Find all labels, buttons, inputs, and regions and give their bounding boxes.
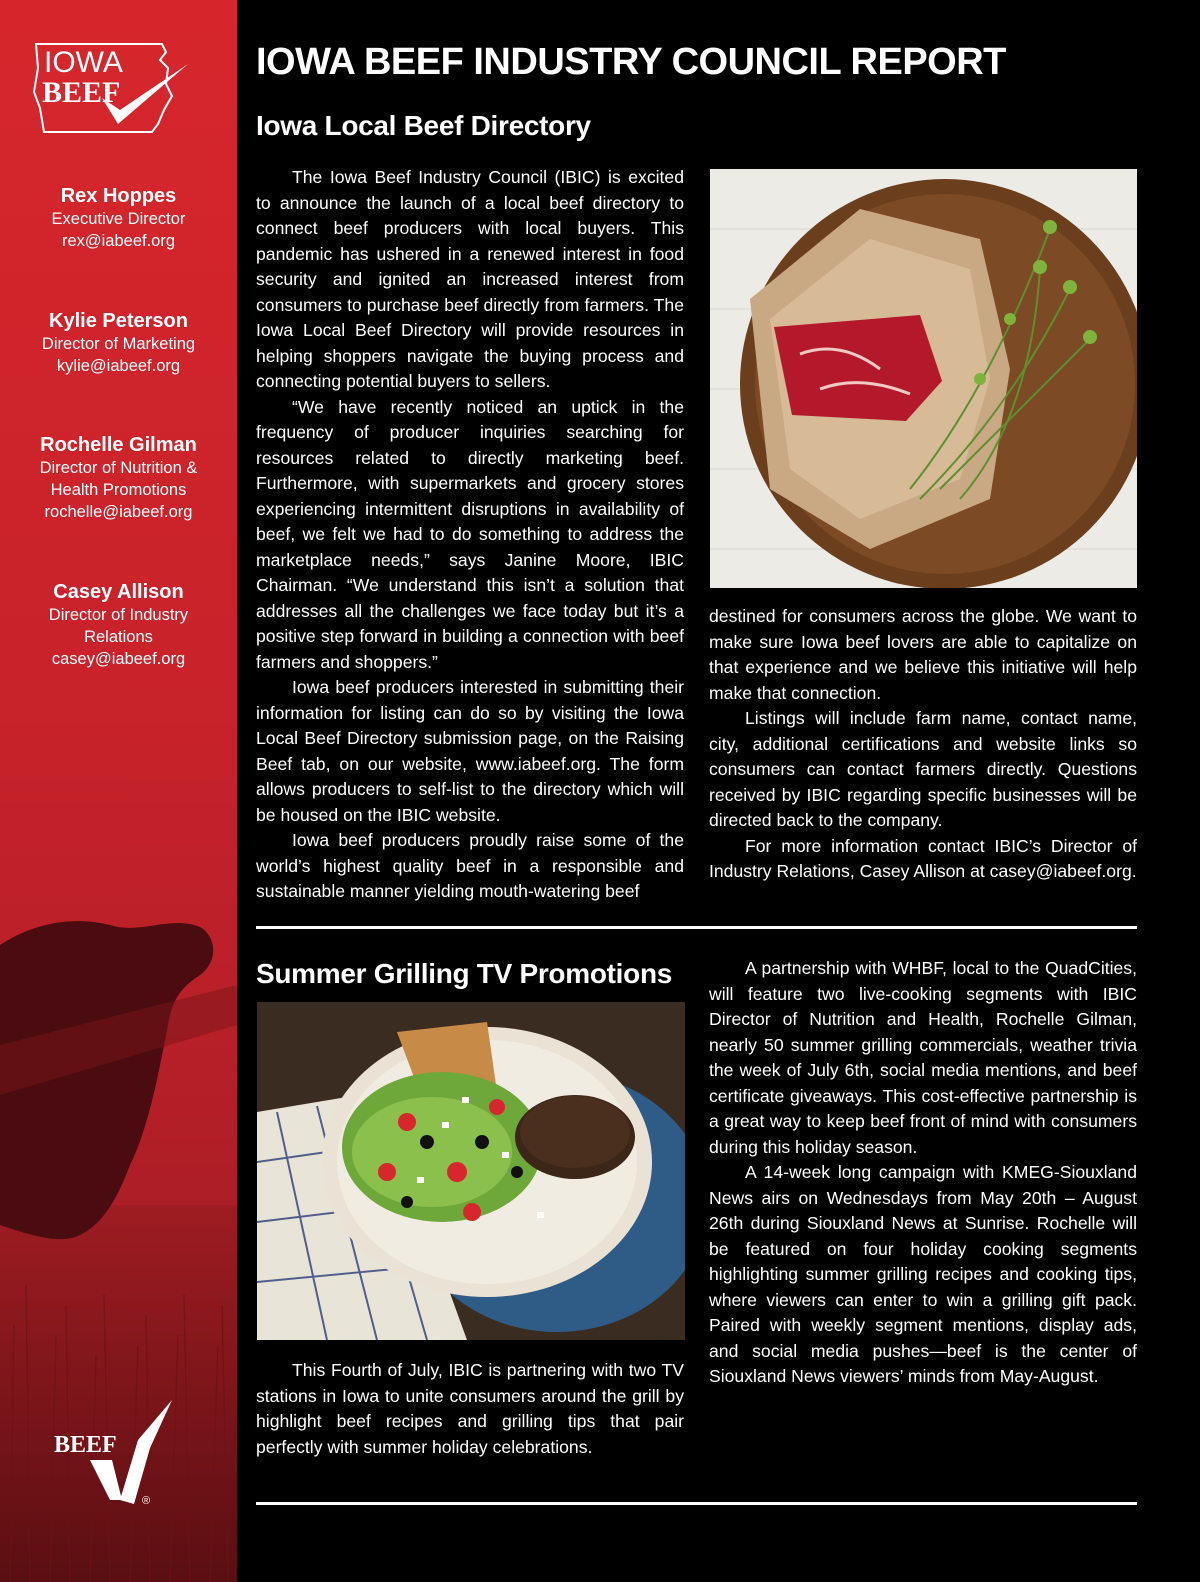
- contact-email[interactable]: casey@iabeef.org: [51, 650, 186, 668]
- beef-checkoff-logo: [50, 1400, 180, 1510]
- paragraph: The Iowa Beef Industry Council (IBIC) is excited to announce the launch of a local beef directory to connect beef producers with local buyers. This pandemic has ushered in a renewed interest in food security and ignited an increased interest from consumers to purchase beef directly from farmers. The Iowa Local Beef Directory will provide resources in helping shoppers navigate the buying process and connecting potential buyers to sellers.: [256, 167, 684, 391]
- paragraph: This Fourth of July, IBIC is partnering with two TV stations in Iowa to unite consumers around the grill by highlight beef recipes and grilling tips that pair perfectly with summer holiday celebrations.: [256, 1360, 684, 1457]
- contact-role: Director of Industry: [48, 606, 189, 624]
- paragraph: A partnership with WHBF, local to the QuadCities, will feature two live-cooking segments with IBIC Director of Nutrition and Health, Rochelle Gilman, nearly 50 summer grilling commercials, weather trivia the week of July 6th, social media mentions, and beef certificate giveaways. This cost-effective partnership is a great way to keep beef front of mind with consumers during this holiday season.: [709, 958, 1137, 1157]
- contact-role: Executive Director: [51, 210, 186, 228]
- paragraph: For more information contact IBIC’s Director of Industry Relations, Casey Allison at casey@iabeef.org.: [709, 835, 1137, 881]
- registered-mark: ®: [142, 1495, 151, 1507]
- contact-email[interactable]: rex@iabeef.org: [61, 232, 176, 250]
- paragraph-continuation: destined for consumers across the globe. We want to make sure Iowa beef lovers are able to capitalize on that experience and we believe this initiative will help make that connection.: [709, 606, 1137, 703]
- contact-role: Director of Nutrition &: [39, 459, 198, 477]
- contact-kylie-peterson: [0, 309, 237, 377]
- paragraph: Iowa beef producers proudly raise some of the world’s highest quality beef in a responsible and sustainable manner yielding mouth-watering beef: [256, 830, 684, 901]
- burger-salad-photo: [257, 1002, 685, 1340]
- contact-name: Rex Hoppes: [60, 185, 177, 207]
- page-title: IOWA BEEF INDUSTRY COUNCIL REPORT: [256, 41, 1006, 83]
- contact-role: Relations: [84, 628, 153, 646]
- contact-name: Rochelle Gilman: [40, 434, 197, 456]
- section1-right-column: [709, 604, 1137, 885]
- footer-divider: [256, 1502, 1137, 1505]
- section-divider: [256, 926, 1137, 929]
- contact-casey-allison: [0, 580, 237, 670]
- badge-text: BEEF: [54, 1432, 117, 1458]
- paragraph: Iowa beef producers interested in submitting their information for listing can do so by visiting the Iowa Local Beef Directory submission page, on the Raising Beef tab, on our website, www.iabeef.org. The form allows producers to self-list to the directory which will be housed on the IBIC website.: [256, 677, 684, 825]
- iowa-beef-logo: [30, 38, 195, 138]
- section2-right-column: [709, 956, 1137, 1390]
- burger-salad-illustration: [257, 1002, 685, 1340]
- contact-role: Health Promotions: [50, 481, 187, 499]
- contact-role: Director of Marketing: [41, 335, 196, 353]
- contact-name: Casey Allison: [53, 581, 184, 603]
- logo-line2: BEEF: [42, 76, 121, 109]
- sidebar: [0, 0, 237, 1582]
- paragraph: “We have recently noticed an uptick in the frequency of producer inquiries searching for resources related to directly marketing beef. Furthermore, with supermarkets and grocery stores experiencing intermittent disruptions in availability of beef, we felt we had to do something to address the marketplace needs,” says Janine Moore, IBIC Chairman. “We understand this isn’t a solution that addresses all the challenges we face today but it’s a positive step forward in building a connection with beef farmers and shoppers.”: [256, 396, 684, 672]
- section-title-local-beef-directory: Iowa Local Beef Directory: [256, 110, 591, 141]
- logo-line1: IOWA: [44, 46, 123, 79]
- section2-left-column: [256, 1358, 684, 1460]
- contact-name: Kylie Peterson: [49, 310, 188, 332]
- section1-left-column: [256, 165, 684, 905]
- contact-rex-hoppes: [0, 184, 237, 252]
- contact-rochelle-gilman: [0, 433, 237, 523]
- contact-email[interactable]: rochelle@iabeef.org: [44, 503, 193, 521]
- steak-illustration: [710, 169, 1137, 588]
- paragraph: Listings will include farm name, contact name, city, additional certifications and website links so consumers can contact farmers directly. Questions received by IBIC regarding specific businesses will be directed back to the company.: [709, 708, 1137, 830]
- steak-photo: [710, 169, 1137, 588]
- paragraph: A 14-week long campaign with KMEG-Siouxland News airs on Wednesdays from May 20th – August 26th during Siouxland News at Sunrise. Rochelle will be featured on four holiday cooking segments highlighting summer grilling recipes and cooking tips, where viewers can enter to win a grilling gift pack. Paired with weekly segment mentions, display ads, and social media pushes—beef is the center of Siouxland News viewers’ minds from May-August.: [709, 1162, 1137, 1386]
- contact-email[interactable]: kylie@iabeef.org: [56, 357, 181, 375]
- section-title-summer-grilling: Summer Grilling TV Promotions: [256, 958, 673, 989]
